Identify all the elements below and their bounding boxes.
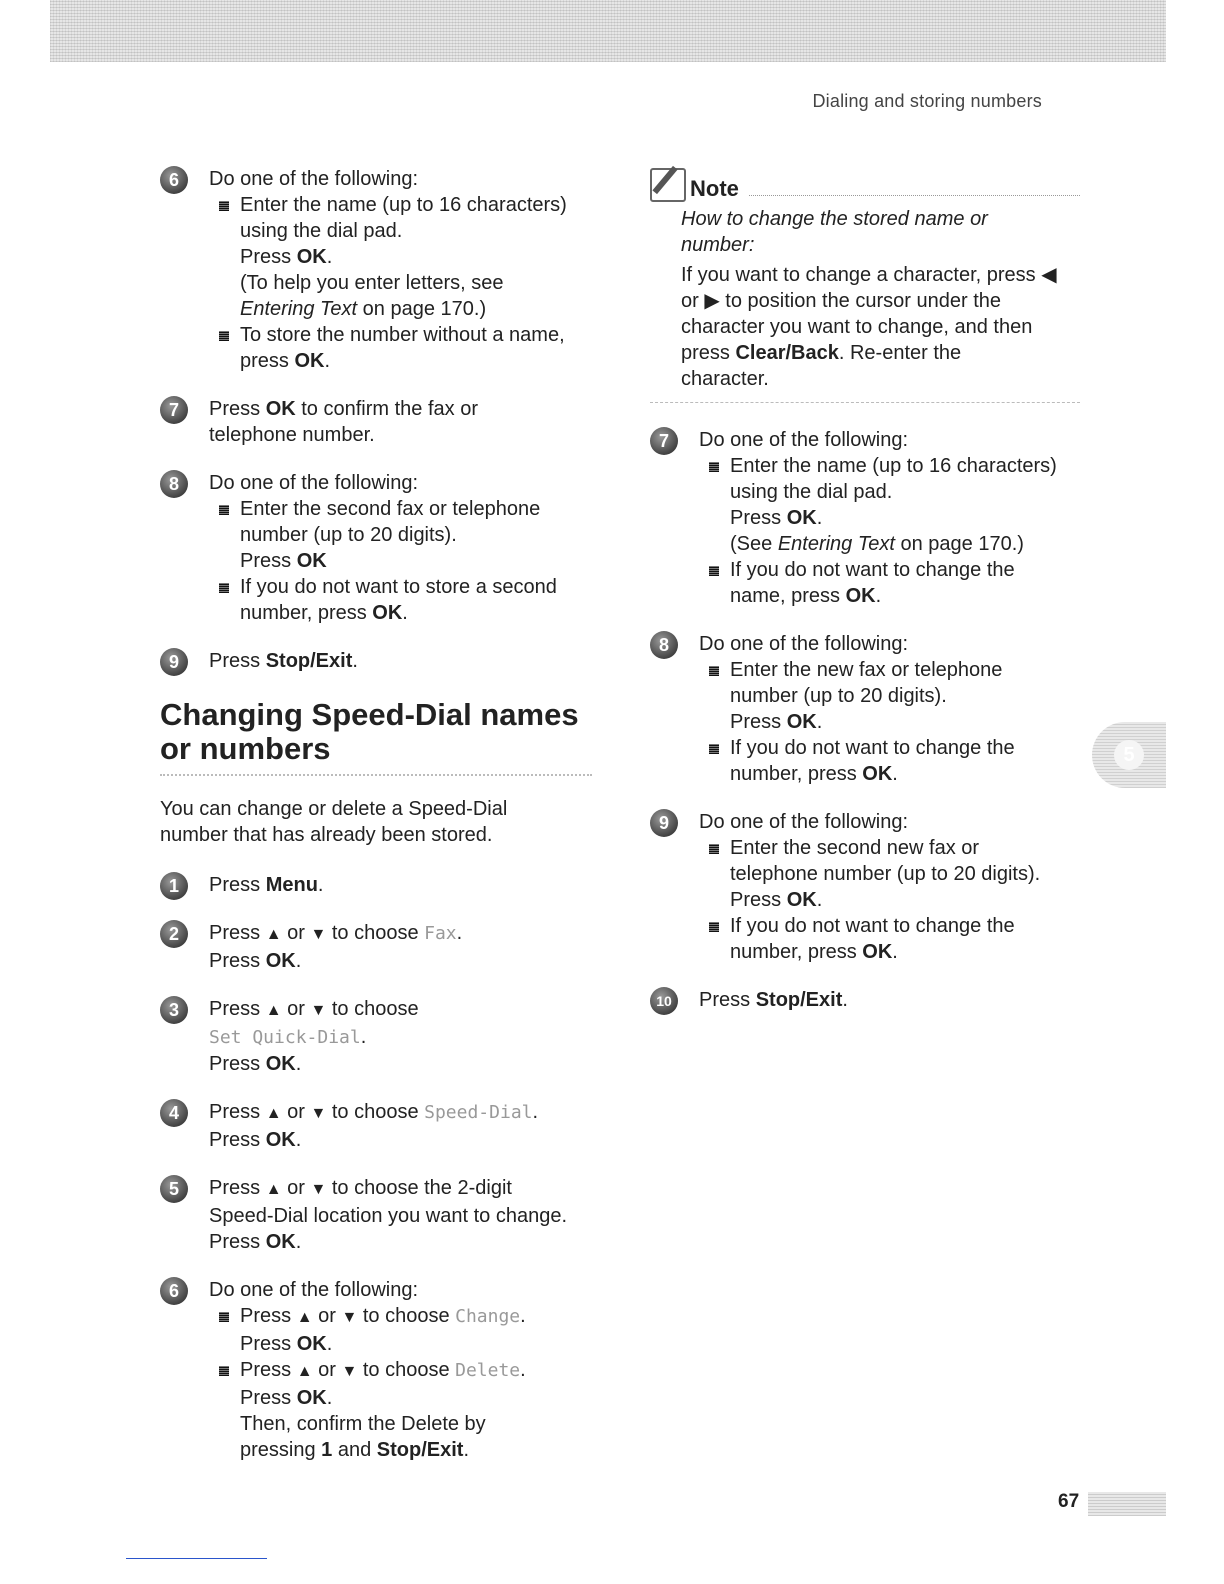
down-arrow-icon: ▼	[341, 1309, 358, 1326]
step-8-change-number	[650, 631, 1080, 787]
step-2-choose-fax	[160, 920, 592, 974]
press-ok-line: Press OK.	[209, 950, 302, 972]
bullet-item	[209, 192, 592, 322]
bullet-text: If you do not want to change the	[730, 737, 1015, 759]
bullet-text: Enter the second fax or telephone	[240, 498, 541, 520]
header-band	[50, 0, 1166, 62]
press-ok-line: number, press OK.	[730, 941, 898, 963]
bullet-item	[209, 496, 592, 574]
bullet-text: To store the number without a name,	[240, 324, 565, 346]
bullet-item	[699, 657, 1080, 735]
step-number-badge: 5	[160, 1175, 188, 1203]
bullet-square-icon	[219, 583, 229, 593]
up-arrow-icon: ▲	[265, 1181, 282, 1198]
press-ok-line: Press OK.	[240, 1333, 333, 1355]
bullet-text: Enter the name (up to 16 characters)	[240, 194, 567, 216]
press-ok-line: Press OK.	[730, 711, 823, 733]
note-body	[650, 206, 1080, 392]
bullet-text: Enter the second new fax or	[730, 837, 980, 859]
step-3-choose-set-quick-dial	[160, 996, 592, 1077]
step-4-choose-speed-dial	[160, 1099, 592, 1153]
bullet-item: Press ▲ or ▼ to choose Delete. Press OK. Then, confirm the Delete by pressing 1 and Stop/Exit.	[209, 1357, 592, 1463]
section-intro: You can change or delete a Speed-Dial number that has already been stored.	[160, 798, 508, 846]
lcd-option: Fax	[424, 923, 457, 944]
up-arrow-icon: ▲	[265, 1002, 282, 1019]
bullet-text: number (up to 20 digits).	[240, 524, 457, 546]
bullet-text: number (up to 20 digits).	[730, 685, 947, 707]
note-title: Note	[690, 176, 739, 201]
press-ok-line: Press OK.	[730, 889, 823, 911]
press-ok-line: number, press OK.	[240, 602, 408, 624]
step-number-badge: 8	[650, 631, 678, 659]
bullet-text: If you do not want to change the	[730, 915, 1015, 937]
footer-rule	[126, 1558, 267, 1559]
lcd-option: Set Quick-Dial	[209, 1027, 361, 1048]
step-number-badge: 1	[160, 872, 188, 900]
press-ok-line: Press OK	[240, 550, 327, 572]
step-number-badge: 4	[160, 1099, 188, 1127]
step-text: Press ▲ or ▼ to choose Fax.	[209, 922, 463, 944]
down-arrow-icon: ▼	[310, 1002, 327, 1019]
step-number-badge: 7	[650, 427, 678, 455]
press-ok-line: number, press OK.	[730, 763, 898, 785]
bullet-square-icon	[219, 505, 229, 515]
lcd-option: Change	[455, 1306, 521, 1327]
bullet-square-icon	[709, 666, 719, 676]
step-9-change-second-number	[650, 809, 1080, 965]
bullet-item	[209, 574, 592, 626]
step-8-second-number	[160, 470, 592, 626]
running-head: Dialing and storing numbers	[812, 91, 1042, 111]
down-arrow-icon: ▼	[310, 926, 327, 943]
step-text: Press Stop/Exit.	[699, 989, 848, 1011]
note-pencil-icon	[650, 168, 686, 202]
up-arrow-icon: ▲	[265, 1105, 282, 1122]
up-arrow-icon: ▲	[296, 1309, 313, 1326]
bullet-square-icon	[709, 744, 719, 754]
bullet-item	[699, 835, 1080, 913]
step-5-choose-location	[160, 1175, 592, 1255]
help-reference: Entering Text on page 170.)	[240, 298, 487, 320]
step-number-badge: 9	[160, 648, 188, 676]
step-text: Press Stop/Exit.	[209, 650, 358, 672]
help-reference: (See Entering Text on page 170.)	[730, 533, 1024, 555]
press-ok-line: press OK.	[240, 350, 331, 372]
right-column	[650, 166, 1080, 1035]
note-header	[650, 166, 1080, 202]
up-arrow-icon: ▲	[296, 1363, 313, 1380]
help-text: (To help you enter letters, see	[240, 272, 504, 294]
press-ok-line: Press OK.	[209, 1129, 302, 1151]
bullet-item	[699, 735, 1080, 787]
bullet-text: pressing 1 and Stop/Exit.	[240, 1439, 469, 1461]
bullet-text: using the dial pad.	[730, 481, 893, 503]
bullet-text: Then, confirm the Delete by	[240, 1413, 486, 1435]
bullet-square-icon	[219, 331, 229, 341]
press-ok-line: Press OK.	[209, 1053, 302, 1075]
down-arrow-icon: ▼	[310, 1181, 327, 1198]
step-number-badge: 2	[160, 920, 188, 948]
bullet-text: using the dial pad.	[240, 220, 403, 242]
step-1-menu	[160, 872, 592, 898]
note-text: press Clear/Back. Re-enter the	[681, 342, 962, 364]
bullet-square-icon	[219, 201, 229, 211]
step-text: Speed-Dial location you want to change.	[209, 1205, 568, 1227]
step-number-badge: 6	[160, 166, 188, 194]
chapter-tab-number: 5	[1114, 740, 1144, 770]
step-9-stop-exit	[160, 648, 592, 674]
press-ok-line: Press OK.	[209, 1231, 302, 1253]
note-text: or ▶ to position the cursor under the	[681, 290, 1001, 312]
bullet-text: If you do not want to change the	[730, 559, 1015, 581]
step-number-badge: 10	[650, 987, 678, 1015]
down-arrow-icon: ▼	[341, 1363, 358, 1380]
step-text: Press Menu.	[209, 874, 324, 896]
step-6-store-name	[160, 166, 592, 374]
press-ok-line: Press OK.	[730, 507, 823, 529]
bullet-square-icon	[709, 844, 719, 854]
note-rule	[749, 195, 1080, 196]
bullet-square-icon	[709, 922, 719, 932]
press-ok-line: Press OK.	[240, 1387, 333, 1409]
lcd-line: Set Quick-Dial.	[209, 1026, 367, 1048]
step-text: Press ▲ or ▼ to choose	[209, 998, 419, 1020]
note-text: character you want to change, and then	[681, 316, 1033, 338]
up-arrow-icon: ▲	[265, 926, 282, 943]
step-10-stop-exit	[650, 987, 1080, 1013]
bullet-item	[699, 557, 1080, 609]
bullet-item	[209, 322, 592, 374]
step-number-badge: 6	[160, 1277, 188, 1305]
bullet-item	[699, 913, 1080, 965]
step-number-badge: 3	[160, 996, 188, 1024]
lcd-option: Delete	[455, 1360, 521, 1381]
bullet-square-icon	[709, 566, 719, 576]
step-7-change-name	[650, 427, 1080, 609]
step-text: Do one of the following:	[699, 429, 909, 451]
page-number: 67	[1058, 1491, 1080, 1512]
note-box	[650, 166, 1080, 403]
press-ok-line: name, press OK.	[730, 585, 882, 607]
footer-band	[1088, 1492, 1166, 1516]
bullet-text: If you do not want to store a second	[240, 576, 557, 598]
note-text: If you want to change a character, press ◀	[681, 264, 1057, 286]
step-text: Do one of the following:	[209, 472, 419, 494]
bullet-text: Enter the new fax or telephone	[730, 659, 1003, 681]
down-arrow-icon: ▼	[310, 1105, 327, 1122]
step-number-badge: 9	[650, 809, 678, 837]
left-column	[160, 166, 592, 1485]
step-7-confirm-number	[160, 396, 592, 448]
step-text: Do one of the following:	[699, 633, 909, 655]
bullet-text: telephone number (up to 20 digits).	[730, 863, 1041, 885]
press-ok-line: Press OK.	[240, 246, 333, 268]
chapter-tab	[1092, 722, 1166, 788]
step-text: Press ▲ or ▼ to choose Speed-Dial.	[209, 1101, 539, 1123]
bullet-square-icon	[219, 1366, 229, 1376]
lcd-option: Speed-Dial	[424, 1102, 533, 1123]
bullet-item: Press ▲ or ▼ to choose Change. Press OK.	[209, 1303, 592, 1357]
note-question: How to change the stored name or number:	[681, 208, 988, 256]
step-number-badge: 7	[160, 396, 188, 424]
step-6-change-or-delete	[160, 1277, 592, 1463]
step-text: Do one of the following:	[209, 168, 419, 190]
step-text: Do one of the following:	[209, 1279, 419, 1301]
bullet-square-icon	[709, 462, 719, 472]
step-text: Do one of the following:	[699, 811, 909, 833]
step-text: telephone number.	[209, 424, 375, 446]
step-number-badge: 8	[160, 470, 188, 498]
section-title: Changing Speed-Dial names or numbers	[160, 698, 592, 776]
bullet-square-icon	[219, 1312, 229, 1322]
bullet-text: Enter the name (up to 16 characters)	[730, 455, 1057, 477]
note-text: character.	[681, 368, 769, 390]
bullet-item	[699, 453, 1080, 557]
step-text: Press ▲ or ▼ to choose the 2-digit	[209, 1177, 512, 1199]
step-text: Press OK to confirm the fax or	[209, 398, 478, 420]
